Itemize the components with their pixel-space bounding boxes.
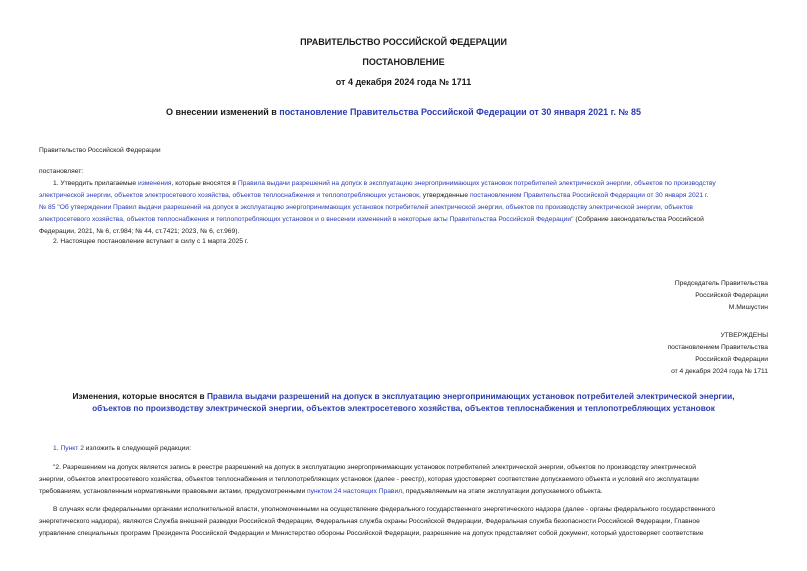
rules-link[interactable]: Правила выдачи разрешений на допуск в эксплуатацию энергопринимающих установок потребителей электрической энергии, объектов по производству bbox=[237, 180, 716, 187]
changes-title bbox=[0, 390, 807, 414]
last-line-3: управление специальных программ Президента Российской Федерации и Министерство обороны Российской Федерации, разрешение на допуск представляет собой документ, который удостоверяет соответствие bbox=[39, 530, 704, 537]
doc-title-link[interactable]: постановление Правительства Российской Федерации от 30 января 2021 г. № 85 bbox=[279, 107, 641, 117]
approval-line-4: от 4 декабря 2024 года № 1711 bbox=[671, 368, 768, 375]
last-paragraph bbox=[39, 504, 768, 540]
changes-title-line-1: Изменения, которые вносятся в Правила выдачи разрешений на допуск в эксплуатацию энергопринимающих установок потребителей электрической энергии, bbox=[72, 391, 735, 401]
decree-85-title-link-cont[interactable]: электросетевого хозяйства, объектов теплоснабжения и теплопотребляющих установок и о внесении изменений в некоторые акты Правительства Российской Федерации" bbox=[39, 216, 574, 223]
p1-line-3 bbox=[39, 202, 768, 214]
change-item-1: 1. Пункт 2 изложить в следующей редакции: bbox=[53, 445, 191, 452]
quoted-line-1: "2. Разрешением на допуск является запись в реестре разрешений на допуск в эксплуатацию энергопринимающих установок потребителей электрической энергии, объектов по производству электрической bbox=[53, 464, 696, 471]
point-2-link[interactable]: Пункт 2 bbox=[60, 445, 84, 452]
changes-rules-link-cont[interactable]: объектов по производству электрической энергии, объектов электросетевого хозяйства, объектов теплоснабжения и теплопотребляющих установок bbox=[92, 403, 715, 413]
changes-title-line-2 bbox=[0, 402, 807, 414]
decree-85-title-link[interactable]: № 85 "Об утверждении Правил выдачи разрешений на допуск в эксплуатацию энергопринимающих установок потребителей электрической энергии, объектов по производству электрической энергии, объектов bbox=[39, 204, 693, 211]
signature-line-3: М.Мишустин bbox=[728, 304, 768, 311]
p1-line-1: 1. Утвердить прилагаемые изменения, которые вносятся в Правила выдачи разрешений на допуск в эксплуатацию энергопринимающих установок потребителей электрической энергии, объектов по производству bbox=[53, 180, 716, 187]
decree-85-link[interactable]: постановлением Правительства Российской Федерации от 30 января 2021 г. bbox=[469, 192, 709, 199]
changes-rules-link[interactable]: Правила выдачи разрешений на допуск в эксплуатацию энергопринимающих установок потребителей электрической энергии, bbox=[206, 391, 735, 401]
signature-line-1: Председатель Правительства bbox=[674, 280, 768, 287]
approval-line-1: УТВЕРЖДЕНЫ bbox=[720, 332, 768, 339]
p1-line-5: Федерации, 2021, № 6, ст.984; № 44, ст.7421; 2023, № 6, ст.969). bbox=[39, 228, 240, 235]
doc-title-prefix: О внесении изменений в bbox=[166, 107, 280, 117]
issuer-line: Правительство Российской Федерации bbox=[39, 147, 161, 154]
approval-line-2: постановлением Правительства bbox=[667, 344, 768, 351]
doc-type-heading: ПОСТАНОВЛЕНИЕ bbox=[362, 57, 445, 67]
rules-link-cont[interactable]: электрической энергии, объектов электросетевого хозяйства, объектов теплоснабжения и теплопотребляющих установок bbox=[39, 192, 420, 199]
p1-line-2: электрической энергии, объектов электросетевого хозяйства, объектов теплоснабжения и теплопотребляющих установок, утвержденные постановлением Правительства Российской Федерации от 30 января 2021 г. bbox=[39, 192, 709, 199]
last-line-2: энергетического надзора), являются Служба внешней разведки Российской Федерации, Федеральная служба охраны Российской Федерации, Федеральная служба безопасности Российской Федерации, Главное bbox=[39, 518, 700, 525]
paragraph-2: 2. Настоящее постановление вступает в силу с 1 марта 2025 г. bbox=[53, 238, 249, 245]
quoted-line-2: энергии, объектов электросетевого хозяйства, объектов теплоснабжения и теплопотребляющих установок (далее - реестр), которая удостоверяет соответствие допускаемого объекта и условий его эксплуатации bbox=[39, 476, 699, 483]
decree-line: постановляет: bbox=[39, 168, 84, 175]
doc-title bbox=[0, 107, 807, 117]
approval-block bbox=[668, 330, 768, 378]
quoted-line-3: требованиям, установленным нормативными правовыми актами, предусмотренными пунктом 24 настоящих Правил, предъявляемым на этапе эксплуатации допускаемого объекта. bbox=[39, 488, 603, 495]
approval-line-3: Российской Федерации bbox=[695, 356, 768, 363]
signature-line-2: Российской Федерации bbox=[695, 292, 768, 299]
paragraph-1 bbox=[39, 178, 768, 238]
last-line-1: В случаях если федеральными органами исполнительной власти, уполномоченными на осуществление федерального государственного энергетического надзора (далее - органы федерального государственного bbox=[53, 506, 716, 513]
signature-block bbox=[675, 278, 768, 314]
changes-link[interactable]: изменения bbox=[137, 180, 172, 187]
quoted-paragraph bbox=[39, 462, 768, 498]
government-heading: ПРАВИТЕЛЬСТВО РОССИЙСКОЙ ФЕДЕРАЦИИ bbox=[300, 37, 507, 47]
doc-date-number: от 4 декабря 2024 года № 1711 bbox=[335, 77, 472, 87]
p1-line-4: электросетевого хозяйства, объектов теплоснабжения и теплопотребляющих установок и о внесении изменений в некоторые акты Правительства Российской Федерации" (Собрание законодательства Российской bbox=[39, 216, 704, 223]
point-24-link[interactable]: пунктом 24 настоящих Правил bbox=[307, 488, 403, 495]
